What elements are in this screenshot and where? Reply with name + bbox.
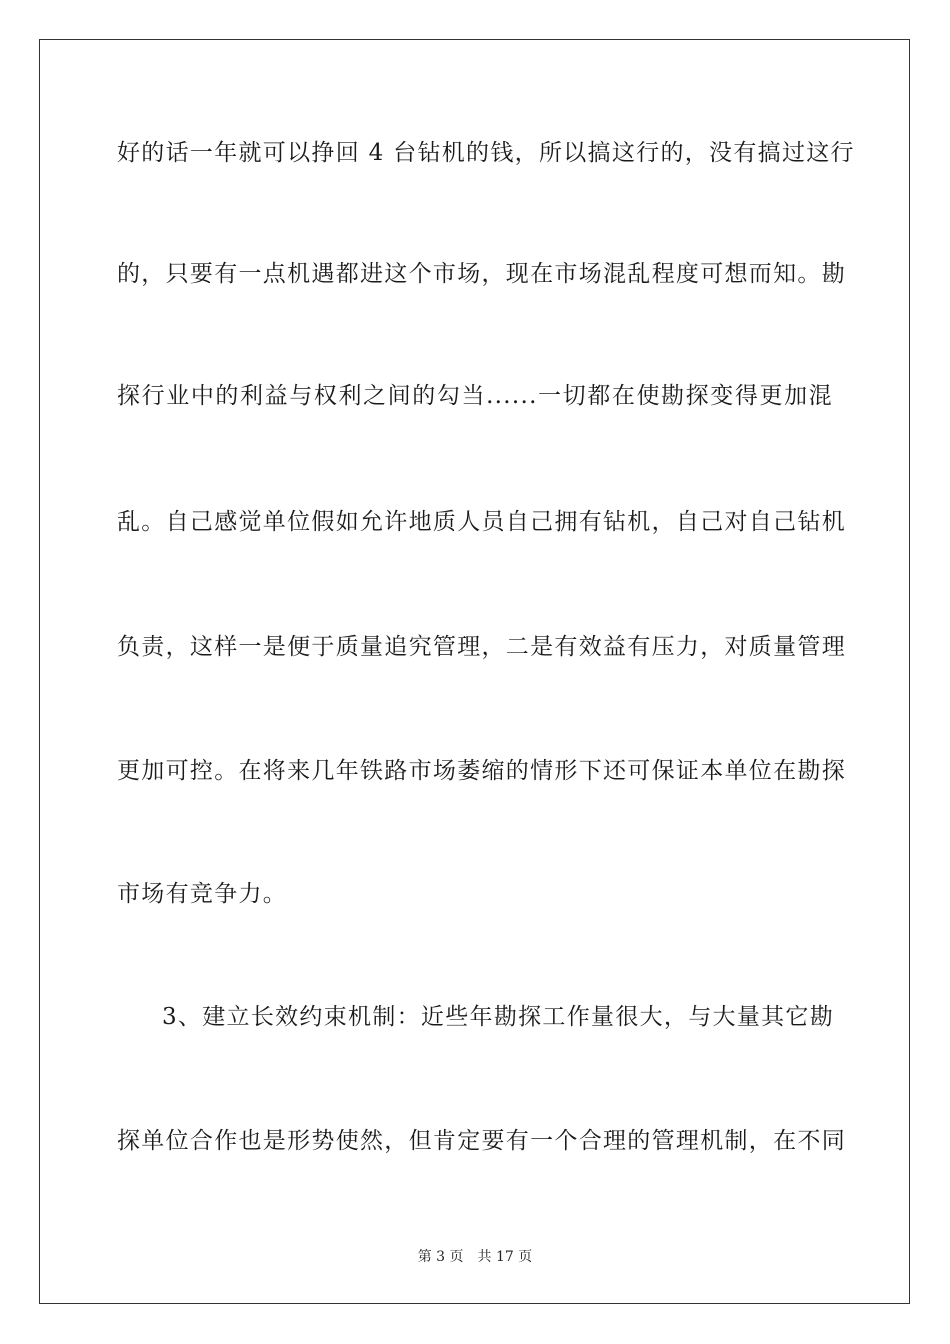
paragraph-line: 探行业中的利益与权利之间的勾当......一切都在使勘探变得更加混 xyxy=(117,383,833,409)
page-footer xyxy=(0,1248,950,1266)
paragraph-line: 3、建立长效约束机制：近些年勘探工作量很大，与大量其它勘 xyxy=(162,1004,835,1030)
paragraph-line: 探单位合作也是形势使然，但肯定要有一个合理的管理机制，在不同 xyxy=(117,1128,846,1154)
paragraph-line: 乱。自己感觉单位假如允许地质人员自己拥有钻机，自己对自己钻机 xyxy=(117,509,846,535)
page-number: 第 3 页 xyxy=(417,1249,464,1265)
paragraph-line: 更加可控。在将来几年铁路市场萎缩的情形下还可保证本单位在勘探 xyxy=(117,758,846,784)
paragraph-line: 负责，这样一是便于质量追究管理，二是有效益有压力，对质量管理 xyxy=(117,634,846,660)
paragraph-line: 市场有竞争力。 xyxy=(117,881,288,907)
paragraph-line: 好的话一年就可以挣回 4 台钻机的钱，所以搞这行的，没有搞过这行 xyxy=(117,140,855,166)
page-frame xyxy=(39,39,910,1304)
page-total: 共 17 页 xyxy=(477,1249,533,1265)
paragraph-line: 的，只要有一点机遇都进这个市场，现在市场混乱程度可想而知。勘 xyxy=(117,261,846,287)
